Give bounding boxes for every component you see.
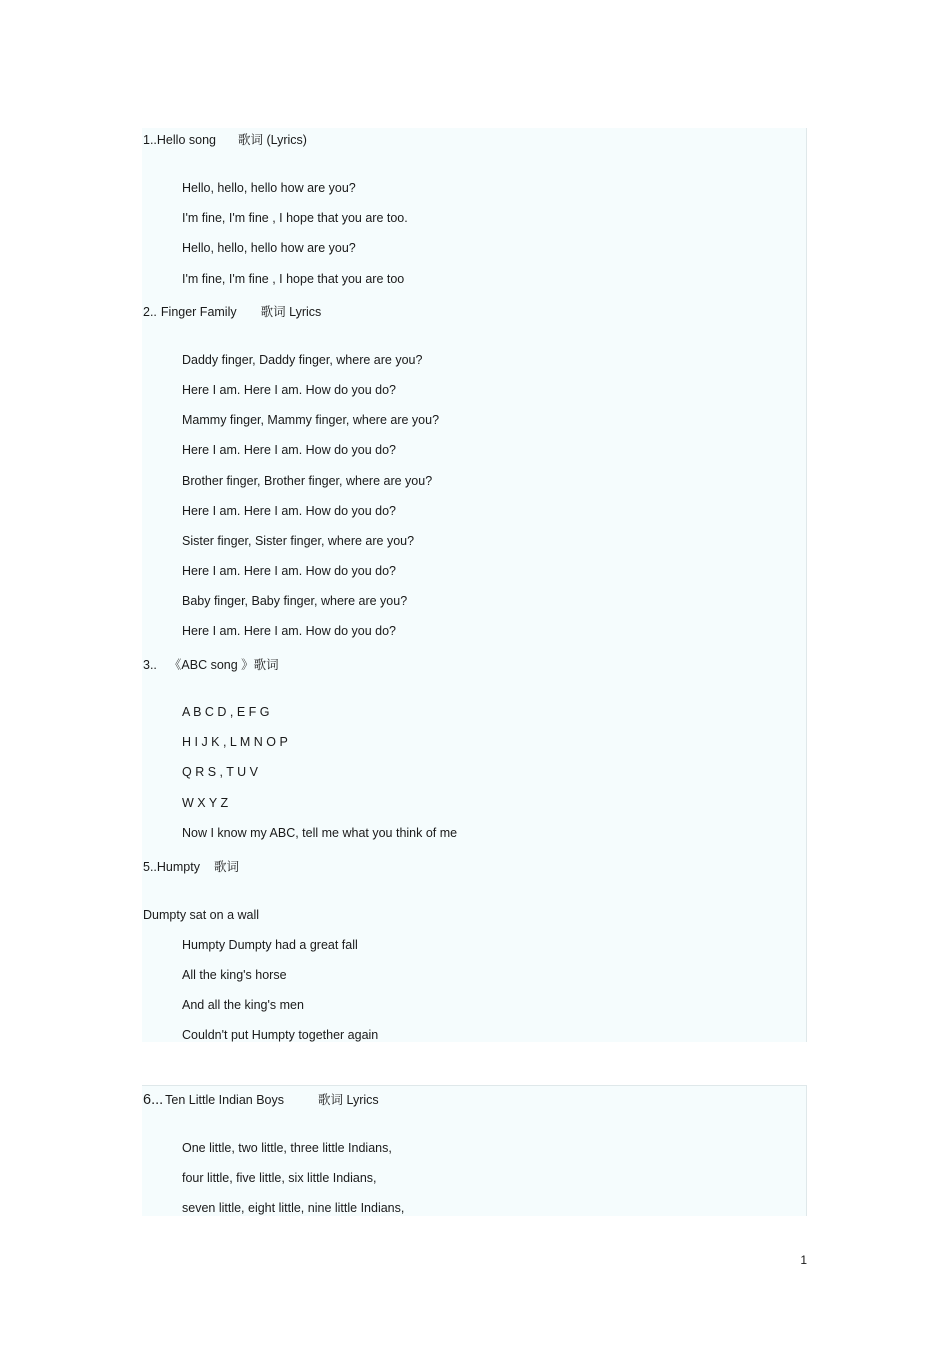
lyric-line: And all the king's men (182, 998, 304, 1012)
page-number: 1 (800, 1253, 807, 1267)
section-title: Hello song (156, 133, 216, 147)
lyric-line: Hello, hello, hello how are you? (182, 181, 356, 195)
lyric-line: Daddy finger, Daddy finger, where are you? (182, 353, 423, 367)
section-heading (143, 859, 239, 875)
lyric-line: I'm fine, I'm fine , I hope that you are too (182, 272, 405, 286)
lyric-line: All the king's horse (182, 968, 287, 982)
section-title: Ten Little Indian Boys (165, 1093, 284, 1107)
lyric-line: A B C D , E F G (182, 705, 270, 719)
section-number: 1.. (143, 133, 157, 147)
section-heading (143, 657, 279, 673)
lyric-line: H I J K , L M N O P (182, 735, 288, 749)
lyric-line: Here I am. Here I am. How do you do? (182, 504, 396, 518)
lyric-line: Here I am. Here I am. How do you do? (182, 443, 396, 457)
lyric-line: Here I am. Here I am. How do you do? (182, 564, 396, 578)
lyric-line: Couldn't put Humpty together again (182, 1028, 379, 1042)
lyric-line: Hello, hello, hello how are you? (182, 241, 356, 255)
lyric-line: I'm fine, I'm fine , I hope that you are too. (182, 211, 408, 225)
lyric-line: Brother finger, Brother finger, where are you? (182, 474, 433, 488)
section-label: 歌词 Lyrics (260, 305, 322, 319)
section-heading (143, 304, 321, 320)
lyric-line: Humpty Dumpty had a great fall (182, 938, 358, 952)
section-label: 歌词 (213, 860, 239, 874)
section-number: 3.. (143, 658, 157, 672)
section-number: 2.. (143, 305, 157, 319)
section-title: 《ABC song 》 (168, 658, 254, 672)
lyric-line: Sister finger, Sister finger, where are you? (182, 534, 415, 548)
lyric-line: One little, two little, three little Indians, (182, 1141, 392, 1155)
lyrics-panel (142, 128, 807, 1042)
lyric-line: Here I am. Here I am. How do you do? (182, 624, 396, 638)
section-label: 歌词 (Lyrics) (237, 133, 307, 147)
section-title: Humpty (156, 860, 200, 874)
section-label: 歌词 Lyrics (317, 1093, 379, 1107)
section-heading (143, 132, 307, 148)
section-title: Finger Family (160, 305, 237, 319)
lyric-line: seven little, eight little, nine little Indians, (182, 1201, 405, 1215)
section-number: 6... (143, 1092, 164, 1108)
lyric-line: Now I know my ABC, tell me what you think of me (182, 826, 458, 840)
lyric-line: Here I am. Here I am. How do you do? (182, 383, 396, 397)
lyric-line: Baby finger, Baby finger, where are you? (182, 594, 408, 608)
lyric-line: Dumpty sat on a wall (143, 908, 260, 922)
section-heading (143, 1092, 379, 1108)
lyric-line: W X Y Z (182, 796, 229, 810)
lyric-line: Q R S , T U V (182, 765, 258, 779)
lyric-line: Mammy finger, Mammy finger, where are you? (182, 413, 440, 427)
lyric-line: four little, five little, six little Indians, (182, 1171, 377, 1185)
section-number: 5.. (143, 860, 157, 874)
section-label: 歌词 (253, 658, 279, 672)
